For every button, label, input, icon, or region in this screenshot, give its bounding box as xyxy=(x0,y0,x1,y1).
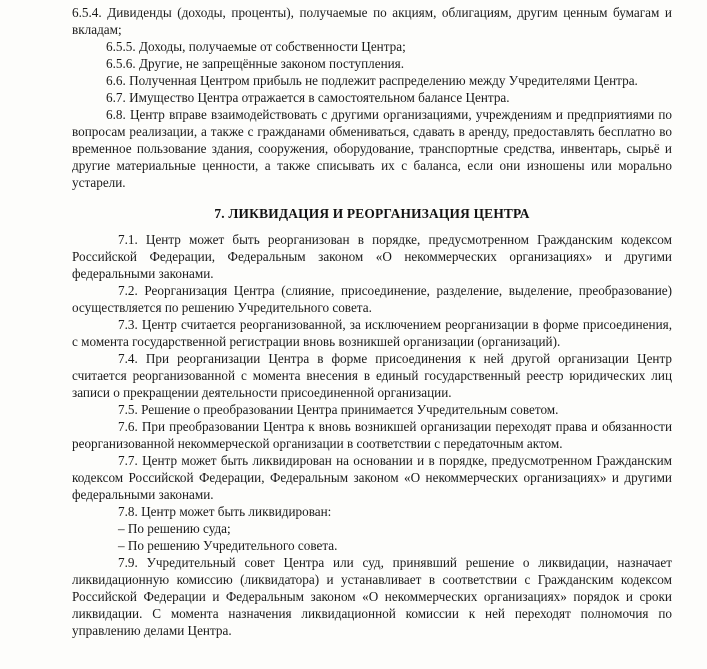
paragraph-6-5-5: 6.5.5. Доходы, получаемые от собственности Центра; xyxy=(106,39,406,54)
paragraph-7-9: 7.9. Учредительный совет Центра или суд, принявший решение о ликвидации, назначает ликвидационную комиссию (ликвидатора) и устанавливает в соответствии с Гражданским кодексом Российской Федерации и Федеральным законом «О некоммерческих организациях» порядок и сроки ликвидации. С момента назначения ликвидационной комиссии к ней переходят полномочия по управлению делами Центра. xyxy=(72,555,672,638)
paragraph-7-6: 7.6. При преобразовании Центра к вновь возникшей организации переходят права и обязанности реорганизованной некоммерческой организации в соответствии с передаточным актом. xyxy=(72,419,672,451)
list-item: – По решению суда; xyxy=(118,521,231,536)
paragraph-7-3: 7.3. Центр считается реорганизованной, за исключением реорганизации в форме присоединения, с момента государственной регистрации вновь возникшей организации (организаций). xyxy=(72,317,672,349)
paragraph-6-5-6: 6.5.6. Другие, не запрещённые законом поступления. xyxy=(106,56,405,71)
paragraph-6-5-4: 6.5.4. Дивиденды (доходы, проценты), получаемые по акциям, облигациям, другим ценным бумагам и вкладам; xyxy=(72,5,672,37)
paragraph-7-1: 7.1. Центр может быть реорганизован в порядке, предусмотренном Гражданским кодексом Российской Федерации, Федеральным законом «О некоммерческих организациях» и другими федеральными законами. xyxy=(72,232,672,281)
paragraph-6-6: 6.6. Полученная Центром прибыль не подлежит распределению между Учредителями Центра. xyxy=(106,73,638,88)
section-heading-7: 7. ЛИКВИДАЦИЯ И РЕОРГАНИЗАЦИЯ ЦЕНТРА xyxy=(214,206,530,221)
paragraph-7-5: 7.5. Решение о преобразовании Центра принимается Учредительным советом. xyxy=(118,402,559,417)
paragraph-7-8: 7.8. Центр может быть ликвидирован: xyxy=(118,504,332,519)
paragraph-7-7: 7.7. Центр может быть ликвидирован на основании и в порядке, предусмотренном Гражданским кодексом Российской Федерации, Федеральным законом «О некоммерческих организациях» и другими федеральными законами. xyxy=(72,453,672,502)
paragraph-7-2: 7.2. Реорганизация Центра (слияние, присоединение, разделение, выделение, преобразование) осуществляется по решению Учредительного совета. xyxy=(72,283,672,315)
paragraph-6-8: 6.8. Центр вправе взаимодействовать с другими организациями, учреждениям и предприятиями по вопросам реализации, а также с гражданами обмениваться, сдавать в аренду, предоставлять бесплатно во временное пользование здания, сооружения, оборудование, транспортные средства, инвентарь, сырьё и другие материальные ценности, а также списывать их с баланса, если они изношены или морально устарели. xyxy=(72,107,672,190)
paragraph-6-7: 6.7. Имущество Центра отражается в самостоятельном балансе Центра. xyxy=(106,90,510,105)
list-item: – По решению Учредительного совета. xyxy=(118,538,338,553)
document-body xyxy=(72,4,672,639)
paragraph-7-4: 7.4. При реорганизации Центра в форме присоединения к ней другой организации Центр считается реорганизованной с момента внесения в единый государственный реестр юридических лиц записи о прекращении деятельности присоединенной организации. xyxy=(72,351,672,400)
